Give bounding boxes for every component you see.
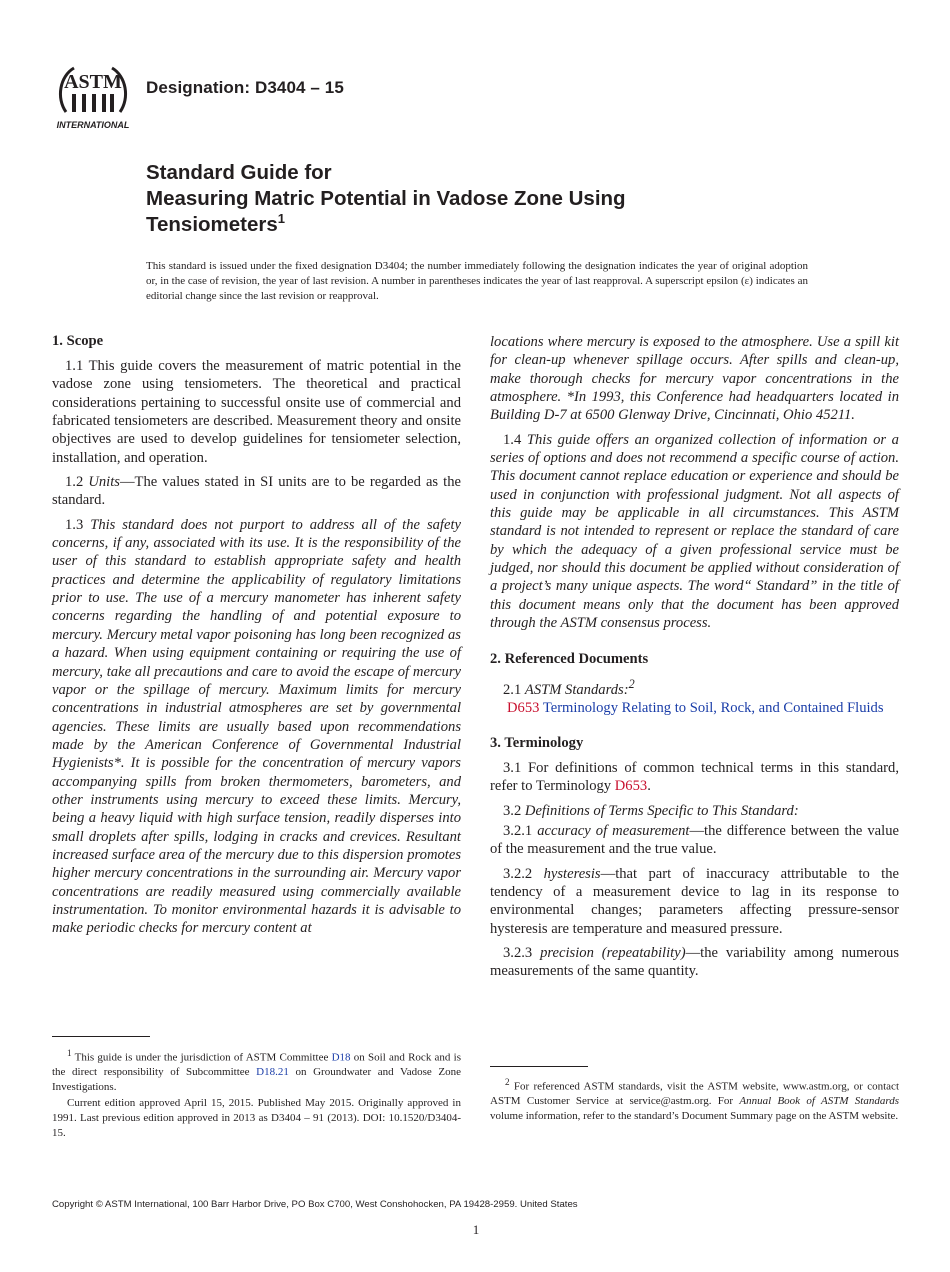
footnote-rule-right bbox=[490, 1066, 588, 1067]
logo-subtext: INTERNATIONAL bbox=[56, 120, 130, 130]
astm-logo bbox=[52, 58, 134, 132]
refdocs-heading: 2. Referenced Documents bbox=[490, 650, 649, 667]
para-2-1 bbox=[490, 675, 899, 699]
para-3-2-3-num: 3.2.3 bbox=[503, 945, 533, 962]
para-2-1-num: 2.1 bbox=[503, 681, 522, 698]
para-2-1-term: ASTM Standards: bbox=[524, 681, 629, 698]
para-1-2-num: 1.2 bbox=[65, 474, 84, 491]
para-3-2 bbox=[490, 802, 899, 820]
document-title bbox=[146, 160, 846, 238]
ref-d653-code[interactable]: D653 bbox=[507, 699, 540, 716]
right-column bbox=[490, 333, 899, 987]
designation: Designation: D3404 – 15 bbox=[146, 78, 344, 97]
para-3-2-term: Definitions of Terms Specific to This Standard: bbox=[524, 802, 799, 819]
ref-d653-entry[interactable] bbox=[490, 699, 899, 717]
copyright-line: Copyright © ASTM International, 100 Barr Harbor Drive, PO Box C700, West Conshohocken, PA 19428-2959. United States bbox=[52, 1199, 578, 1210]
para-1-2-text: —The values stated in SI units are to be regarded as the standard. bbox=[52, 474, 461, 509]
para-2-1-sup: 2 bbox=[628, 676, 635, 691]
para-3-2-1-text: —the difference between the value of the measurement and the true value. bbox=[490, 823, 899, 858]
fn2-text-a: For referenced ASTM standards, visit the ASTM website, www.astm.org, or contact ASTM Customer Service at service@astm.org. For bbox=[490, 1080, 899, 1108]
fn1-edition: Current edition approved April 15, 2015. Published May 2015. Originally approved in 1991. Last previous edition approved in 2013 as D3404 – 91 (2013). DOI: 10.1520/D3404-15. bbox=[52, 1097, 461, 1139]
scope-heading: 1. Scope bbox=[52, 333, 104, 349]
title-line-2: Measuring Matric Potential in Vadose Zone Using bbox=[146, 187, 626, 210]
fn2-italic: Annual Book of ASTM Standards bbox=[739, 1095, 900, 1108]
issue-note: This standard is issued under the fixed designation D3404; the number immediately following the designation indicates the year of original adoption or, in the case of revision, the year of last revision. A number in parentheses indicates the year of last reapproval. A superscript epsilon (ε) indicates an editorial change since the last revision or reapproval. bbox=[146, 260, 808, 302]
para-1-4 bbox=[490, 431, 899, 633]
fn1-link-d18[interactable]: D18 bbox=[331, 1051, 351, 1064]
footnote-rule-left bbox=[52, 1036, 150, 1037]
para-1-2 bbox=[52, 473, 461, 510]
para-3-2-2-term: hysteresis bbox=[543, 865, 601, 882]
para-3-2-num: 3.2 bbox=[503, 802, 522, 819]
ref-d653-title[interactable]: Terminology Relating to Soil, Rock, and Contained Fluids bbox=[542, 699, 884, 716]
terminology-heading: 3. Terminology bbox=[490, 735, 584, 752]
para-3-2-3 bbox=[490, 944, 899, 981]
para-1-2-term: Units bbox=[88, 474, 120, 491]
para-1-1: 1.1 This guide covers the measurement of matric potential in the vadose zone using tensiometers. The theoretical and practical considerations pertaining to successful onsite use of commercial and fabricated tensiometers are described. Measurement theory and onsite objectives are used to develop guidelines for tensiometer selection, installation, and operation. bbox=[52, 358, 461, 466]
footnote-1 bbox=[52, 1046, 461, 1142]
para-3-2-2-num: 3.2.2 bbox=[503, 865, 533, 882]
para-3-2-1 bbox=[490, 822, 899, 859]
title-line-1: Standard Guide for bbox=[146, 161, 332, 184]
title-line-3: Tensiometers bbox=[146, 213, 278, 236]
para-1-3-num: 1.3 bbox=[65, 516, 84, 533]
para-1-4-text: This guide offers an organized collection of information or a series of options and does not recommend a specific course of action. This document cannot replace education or experience and should be used in conjunction with professional judgment. Not all aspects of this guide may be applicable in all circumstances. This ASTM standard is not intended to represent or replace the standard of care by which the adequacy of a given professional service must be judged, nor should this document be applied without consideration of a project’s many unique aspects. The word“ Standard” in the title of this document means only that the document has been approved through the ASTM consensus process. bbox=[490, 431, 899, 632]
para-3-2-2 bbox=[490, 865, 899, 938]
logo-letters: ASTM bbox=[64, 71, 122, 93]
para-3-2-1-term: accuracy of measurement bbox=[537, 823, 690, 840]
fn1-link-d1821[interactable]: D18.21 bbox=[256, 1066, 289, 1079]
para-3-2-1-num: 3.2.1 bbox=[503, 823, 533, 840]
para-1-3-text: This standard does not purport to address all of the safety concerns, if any, associated with its use. It is the responsibility of the user of this standard to establish appropriate safety and health practices and determine the applicability of regulatory limitations prior to use. The use of a mercury manometer has inherent safety concerns regarding the handling of and potential exposure to mercury. Mercury metal vapor poisoning has long been recognized as a hazard. When using equipment containing or requiring the use of mercury, take all precautions and care to avoid the escape of mercury vapor or the spillage of mercury. Maximum limits for mercury concentrations in industrial atmospheres are set by governmental agencies. These limits are usually based upon recommendations made by the American Conference of Governmental Industrial Hygienists*. It is possible for the concentration of mercury vapors accompanying spills from broken thermometers, barometers, and other instruments using mercury to exceed these limits. Mercury, being a heavy liquid with high surface tension, readily disperses into small droplets after spills, lodging in cracks and crevices. Resultant increased surface area of the mercury due to this dispersion promotes higher mercury concentrations in the surrounding air. Mercury vapor concentrations are readily measured using commercially available instrumentation. To monitor environmental hazards it is advisable to make periodic checks for mercury content at bbox=[52, 516, 461, 937]
para-1-3 bbox=[52, 516, 461, 938]
left-column bbox=[52, 332, 461, 944]
footnote-2 bbox=[490, 1075, 899, 1125]
page-number: 1 bbox=[472, 1222, 480, 1237]
para-3-1-link-d653[interactable]: D653 bbox=[614, 778, 648, 795]
fn2-text-b: volume information, refer to the standard’s Document Summary page on the ASTM website. bbox=[490, 1109, 899, 1122]
para-3-2-3-term: precision (repeatability) bbox=[540, 945, 686, 962]
para-3-2-3-text: —the variability among numerous measurements of the same quantity. bbox=[490, 945, 899, 980]
fn1-text-b: on Soil and Rock and is the direct responsibility of Subcommittee bbox=[52, 1051, 461, 1079]
fn1-text-c: on Groundwater and Vadose Zone Investigations. bbox=[52, 1066, 462, 1093]
fn1-text-a: This guide is under the jurisdiction of ASTM Committee bbox=[74, 1051, 329, 1064]
para-3-2-2-text: —that part of inaccuracy attributable to the tendency of a measurement device to lag in its response to environmental changes; parameters affecting pressure-sensor hysteresis are temperature and measured pressure. bbox=[490, 865, 900, 937]
fn2-mark: 2 bbox=[505, 1077, 510, 1087]
para-1-3-cont-text: locations where mercury is exposed to the atmosphere. Use a spill kit for clean-up whenever spillage occurs. After spills and clean-up, make thorough checks for mercury vapor concentrations in the atmosphere. *In 1993, this Conference had headquarters located in Building D-7 at 6500 Glenway Drive, Cincinnati, Ohio 45211. bbox=[490, 334, 899, 424]
fn1-mark: 1 bbox=[67, 1048, 72, 1058]
para-1-3-continued bbox=[490, 333, 899, 425]
para-3-1-text: 3.1 For definitions of common technical terms in this standard, refer to Terminology bbox=[490, 760, 899, 795]
para-3-1: 3.1 For definitions of common technical terms in this standard, refer to Terminology D653. bbox=[490, 760, 899, 795]
title-footnote-mark: 1 bbox=[277, 211, 286, 226]
para-1-4-num: 1.4 bbox=[503, 431, 522, 448]
